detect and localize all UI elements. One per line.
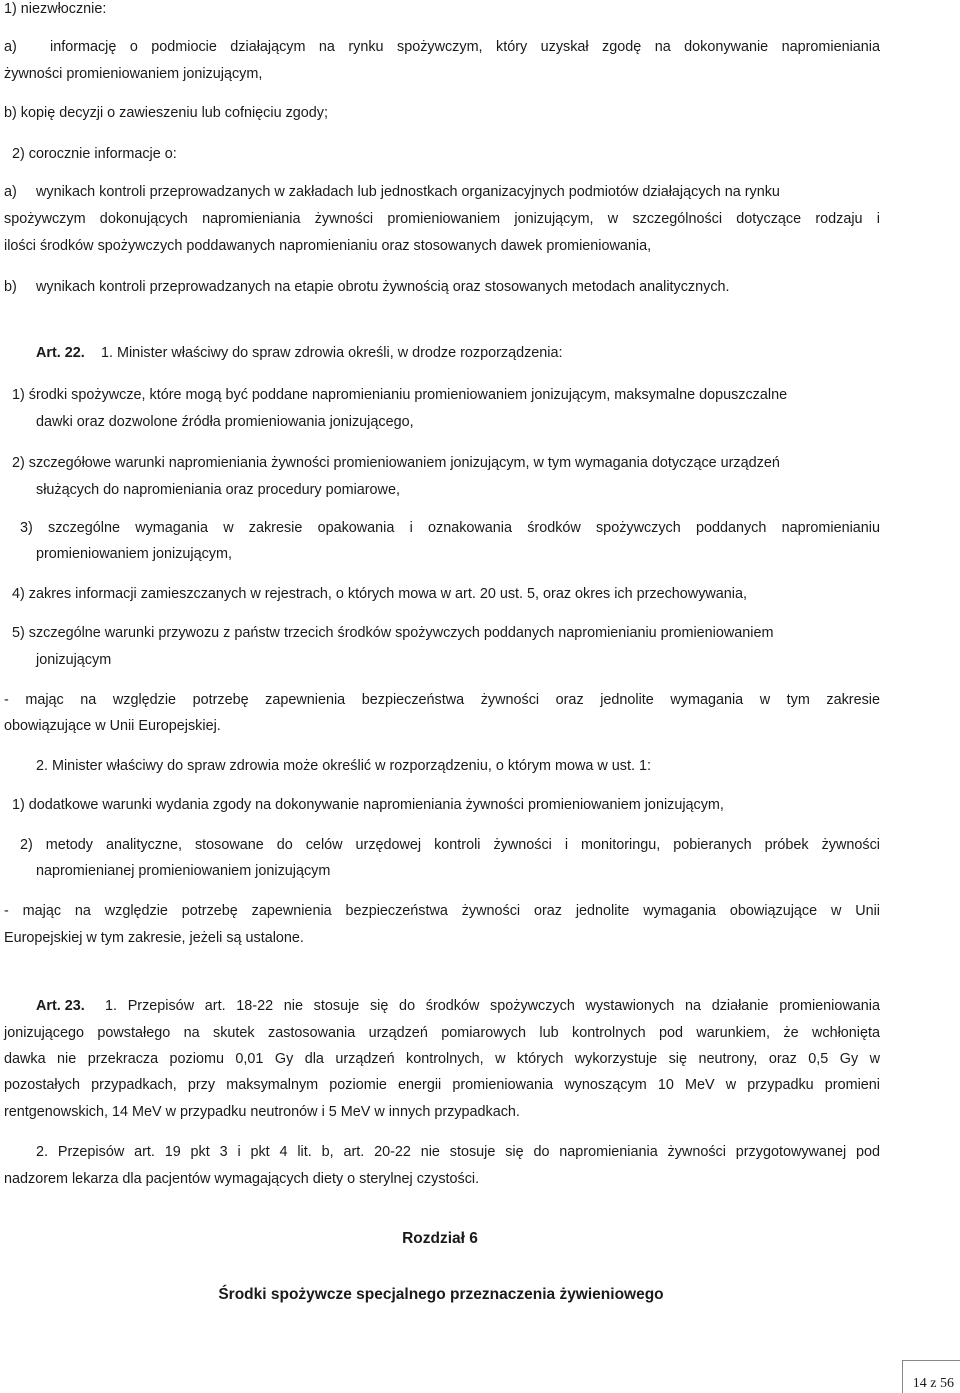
- text-line: 2) metody analityczne, stosowane do celów urzędowej kontroli żywności i monitoringu, pobieranych próbek żywności: [20, 837, 880, 853]
- list-marker: a): [4, 184, 17, 200]
- text-line: promieniowaniem jonizującym,: [36, 546, 232, 562]
- chapter-title: Rozdział 6: [402, 1230, 478, 1247]
- text-line: służących do napromieniania oraz procedury pomiarowe,: [36, 482, 400, 498]
- text-line: dawki oraz dozwolone źródła promieniowania jonizującego,: [36, 414, 414, 430]
- text-line: pozostałych przypadkach, przy maksymalnym poziomie energii promieniowania wynoszącym 10 MeV w przypadku promieni: [4, 1077, 880, 1093]
- text-line: - mając na względzie potrzebę zapewnienia bezpieczeństwa żywności oraz jednolite wymagania obowiązujące w Unii: [4, 903, 880, 919]
- text-line: rentgenowskich, 14 MeV w przypadku neutronów i 5 MeV w innych przypadkach.: [4, 1104, 520, 1120]
- text-line: spożywczym dokonujących napromieniania żywności promieniowaniem jonizującym, w szczególności dotyczące rodzaju i: [4, 211, 880, 227]
- text-line: dawka nie przekracza poziomu 0,01 Gy dla urządzeń kontrolnych, w których wykorzystuje się neutrony, oraz 0,5 Gy w: [4, 1051, 880, 1067]
- text-line: wynikach kontroli przeprowadzanych na etapie obrotu żywnością oraz stosowanych metodach analitycznych.: [36, 279, 730, 295]
- text-line: jonizującego powstałego na skutek zastosowania urządzeń pomiarowych lub kontrolnych pod warunkiem, że wchłonięta: [4, 1025, 880, 1041]
- text-line: napromienianej promieniowaniem jonizującym: [36, 863, 331, 879]
- text-line: 1) środki spożywcze, które mogą być poddane napromienianiu promieniowaniem jonizującym, maksymalne dopuszczalne: [12, 387, 788, 403]
- chapter-subtitle: Środki spożywcze specjalnego przeznaczenia żywieniowego: [218, 1286, 664, 1303]
- text-line: Europejskiej w tym zakresie, jeżeli są ustalone.: [4, 930, 304, 946]
- text-line: 1) niezwłocznie:: [4, 1, 107, 17]
- text-line: obowiązujące w Unii Europejskiej.: [4, 718, 221, 734]
- page-number: 14 z 56: [912, 1376, 954, 1391]
- text-line: nadzorem lekarza dla pacjentów wymagających diety o sterylnej czystości.: [4, 1171, 480, 1187]
- text-line: 2) szczegółowe warunki napromieniania żywności promieniowaniem jonizującym, w tym wymagania dotyczące urządzeń: [12, 455, 780, 471]
- text-line: 2) corocznie informacje o:: [12, 146, 177, 162]
- list-marker: b): [4, 279, 17, 295]
- article-number: Art. 22.: [36, 345, 85, 361]
- text-line: informację o podmiocie działającym na rynku spożywczym, który uzyskał zgodę na dokonywanie napromieniania: [50, 39, 880, 55]
- text-line: 1. Minister właściwy do spraw zdrowia określi, w drodze rozporządzenia:: [101, 345, 563, 361]
- text-line: 2. Przepisów art. 19 pkt 3 i pkt 4 lit. b, art. 20-22 nie stosuje się do napromieniania żywności przygotowywanej pod: [36, 1144, 880, 1160]
- text-line: ilości środków spożywczych poddawanych napromienianiu oraz stosowanych dawek promieniowania,: [4, 238, 652, 254]
- text-line: jonizującym: [36, 652, 112, 668]
- text-line: 2. Minister właściwy do spraw zdrowia może określić w rozporządzeniu, o którym mowa w ust. 1:: [36, 758, 652, 774]
- text-line: b) kopię decyzji o zawieszeniu lub cofnięciu zgody;: [4, 105, 328, 121]
- text-line: 1) dodatkowe warunki wydania zgody na dokonywanie napromieniania żywności promieniowaniem jonizującym,: [12, 797, 724, 813]
- list-marker: a): [4, 39, 17, 55]
- text-line: 4) zakres informacji zamieszczanych w rejestrach, o których mowa w art. 20 ust. 5, oraz okres ich przechowywania,: [12, 586, 747, 602]
- text-line: 3) szczególne wymagania w zakresie opakowania i oznakowania środków spożywczych poddanych napromienianiu: [20, 520, 880, 536]
- text-line: żywności promieniowaniem jonizującym,: [4, 66, 263, 82]
- article-number: Art. 23.: [36, 998, 85, 1014]
- text-line: wynikach kontroli przeprowadzanych w zakładach lub jednostkach organizacyjnych podmiotów działających na rynku: [36, 184, 780, 200]
- text-line: - mając na względzie potrzebę zapewnienia bezpieczeństwa żywności oraz jednolite wymagania w tym zakresie: [4, 692, 880, 708]
- text-line: 1. Przepisów art. 18-22 nie stosuje się do środków spożywczych wystawionych na działanie promieniowania: [105, 998, 880, 1014]
- text-line: 5) szczególne warunki przywozu z państw trzecich środków spożywczych poddanych napromienianiu promieniowaniem: [12, 625, 774, 641]
